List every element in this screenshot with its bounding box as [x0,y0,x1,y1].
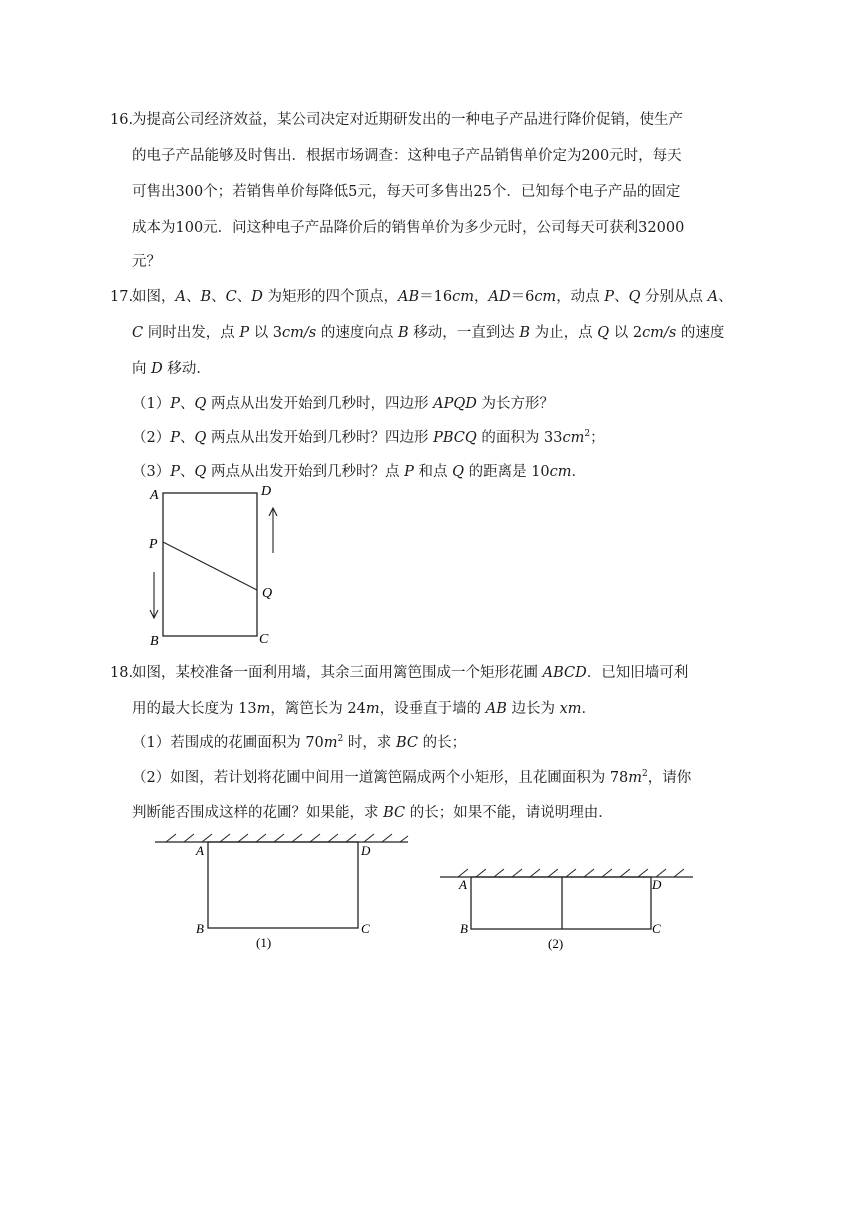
text: （2） [132,430,171,446]
text: PBCQ [433,430,477,446]
text: P [170,396,180,412]
q18-figure-2 [438,865,703,960]
q17-number: 17. [110,289,134,305]
text: D [151,361,163,377]
q17-line-1 [110,287,733,307]
text: （2）如图，若计划将花圃中间用一道篱笆隔成两个小矩形，且花圃面积为 78 [132,770,629,786]
text: 、 [236,289,252,305]
text: P [239,325,250,341]
label-d: D [652,877,662,892]
rectangle-abcd [163,493,257,636]
text: 的长； [418,735,467,751]
text: 2 [642,769,648,780]
q16-line-3 [132,182,732,202]
text: ， [473,289,489,305]
text: APQD [433,396,477,412]
text: Q [194,464,207,480]
label-b: B [196,921,204,936]
text: B [397,325,409,341]
text: 的长；如果不能，请说明理由． [405,805,613,821]
label-a: A [196,843,204,858]
q17-sub-2 [132,428,732,448]
text: 为长方形？ [476,396,554,412]
text: ． [571,464,587,480]
label-p: P [149,537,158,552]
text: m [365,701,380,717]
q18-number: 18. [110,665,134,681]
label-a: A [459,877,467,892]
text: ； [590,430,605,446]
text: 如图， [132,289,176,305]
text: 如图，某校准备一面利用墙，其余三面用篱笆围成一个矩形花圃 [132,665,543,681]
text: （1）若围成的花圃面积为 70 [132,735,324,751]
text: 以 2 [609,325,643,341]
q18-sub-2 [132,768,732,788]
text: m [628,770,643,786]
q17-line-2 [132,323,732,343]
label-d: D [261,484,272,499]
text: xm [559,701,582,717]
text: 用的最大长度为 13 [132,701,257,717]
text: D [251,289,263,305]
text: Q [194,430,207,446]
wall-hatch-icon [166,834,408,842]
text: 、 [180,464,195,480]
text: cm/s [282,325,317,341]
q18-sub-1 [132,733,732,753]
text: 边长为 [506,701,560,717]
text: 、 [211,289,226,305]
text: cm [549,464,572,480]
text: Q [628,289,641,305]
q16-line-5 [132,252,732,272]
label-c: C [259,632,269,647]
text: Q [194,396,207,412]
segment-pq [163,542,257,590]
q16-text: 为提高公司经济效益，某公司决定对近期研发出的一种电子产品进行降价促销，使生产 [132,112,683,128]
text: ．已知旧墙可利 [586,665,689,681]
q18-line-1 [110,663,732,683]
text: 为矩形的四个顶点， [262,289,398,305]
text: ，请你 [647,770,692,786]
text: 以 3 [249,325,283,341]
figure-caption: (1) [256,935,272,950]
text: cm [534,289,557,305]
text: A [175,289,186,305]
text: A [707,289,719,305]
q17-sub-1 [132,394,732,414]
text: cm [452,289,474,305]
label-q: Q [262,586,273,601]
text: 的距离是 10 [463,464,550,480]
label-d: D [361,843,371,858]
text: ，设垂直于墙的 [379,701,486,717]
q16-text: 元？ [132,254,161,270]
text: 两点从出发开始到几秒时？点 [206,464,405,480]
q17-line-3 [132,359,732,379]
text: ABCD [542,665,587,681]
text: 、 [614,289,629,305]
text: ，篱笆长为 24 [270,701,366,717]
text: cm/s [642,325,677,341]
q16-text: 成本为100元．问这种电子产品降价后的销售单价为多少元时，公司每天可获利32000 [132,220,685,236]
text: 向 [132,361,152,377]
text: P [170,464,180,480]
q16-text: 的电子产品能够及时售出．根据市场调查：这种电子产品销售单价定为200元时，每天 [132,148,682,164]
text: P [170,430,180,446]
q16-line-4 [132,218,732,238]
q18-line-3 [132,803,732,823]
text: 为止，点 [530,325,598,341]
text: B [519,325,530,341]
text: C [225,289,237,305]
garden-rectangle [208,842,358,928]
text: 两点从出发开始到几秒时？四边形 [206,430,434,446]
label-c: C [652,921,661,936]
text: P [604,289,615,305]
text: C [132,325,144,341]
text: B [200,289,212,305]
garden-rectangle [471,877,651,929]
label-b: B [150,634,159,649]
text: 的速度向点 [316,325,398,341]
text: BC [396,735,419,751]
text: AB [398,289,420,305]
text: AD [488,289,511,305]
text: 的面积为 33 [476,430,563,446]
text: 、 [718,289,733,305]
figure-caption: (2) [548,936,564,951]
wall-hatch-icon [458,869,684,877]
q16-text: 可售出300个；若销售单价每降低5元，每天可多售出25个．已知每个电子产品的固定 [132,184,681,200]
text: 时，求 [343,735,396,751]
text: Q [452,464,464,480]
text: Q [597,325,610,341]
text: （1） [132,396,171,412]
text: ，动点 [556,289,605,305]
text: 和点 [413,464,453,480]
q17-figure [140,478,290,648]
text: ＝6 [510,289,535,305]
text: 、 [185,289,201,305]
text: 移动，一直到达 [408,325,520,341]
text: 两点从出发开始到几秒时，四边形 [206,396,434,412]
text: cm [562,430,585,446]
text: 同时出发，点 [143,325,240,341]
q18-line-2 [132,699,732,719]
text: 移动． [162,361,211,377]
text: P [404,464,414,480]
text: 2 [584,429,591,440]
text: （3） [132,464,171,480]
text: 、 [180,396,195,412]
text: 分别从点 [640,289,708,305]
text: BC [383,805,406,821]
text: m [256,701,271,717]
text: AB [485,701,507,717]
q16-line-2 [132,146,732,166]
text: ＝16 [419,289,453,305]
text: 的速度 [676,325,725,341]
label-a: A [150,488,159,503]
text: m [323,735,338,751]
text: 2 [337,734,344,745]
text: 、 [180,430,195,446]
q16-number: 16. [110,112,134,128]
label-b: B [460,921,468,936]
label-c: C [361,921,370,936]
q16-line-1 [110,110,732,130]
text: ． [581,701,597,717]
q18-figure-1 [150,830,420,960]
text: 判断能否围成这样的花圃？如果能，求 [132,805,384,821]
